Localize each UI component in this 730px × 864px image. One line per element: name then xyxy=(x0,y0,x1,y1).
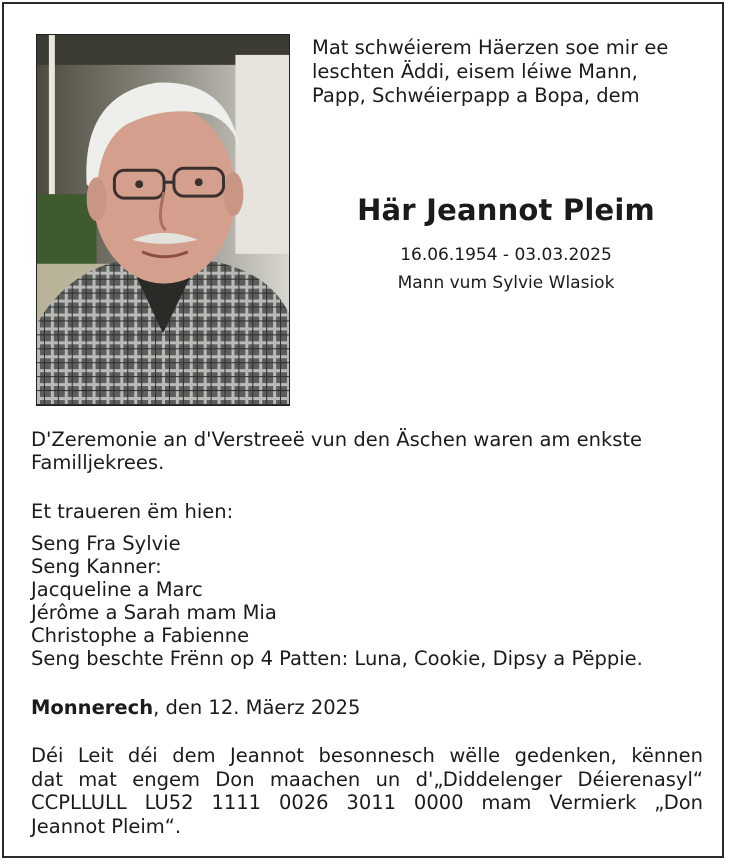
portrait-illustration xyxy=(37,35,289,405)
ceremony-line: D'Zeremonie an d'Verstreeë vun den Äschen waren am enkste xyxy=(31,428,643,451)
intro-text xyxy=(312,36,700,108)
intro-line: Mat schwéierem Häerzen soe mir ee xyxy=(312,36,669,59)
family-member: Seng Kanner: xyxy=(31,555,162,578)
mourners-heading: Et traueren ëm hien: xyxy=(31,500,234,523)
place-town: Monnerech xyxy=(31,696,154,719)
donation-line: CCPLLULL LU52 1111 0026 3011 0000 mam Vermierk „Don xyxy=(31,791,703,814)
family-member: Jérôme a Sarah mam Mia xyxy=(31,601,277,624)
ceremony-line: Familljekrees. xyxy=(31,451,165,474)
family-member: Seng beschte Frënn op 4 Patten: Luna, Cookie, Dipsy a Pëppie. xyxy=(31,647,643,670)
family-list xyxy=(31,532,703,670)
life-dates: 16.06.1954 - 03.03.2025 xyxy=(400,245,612,265)
spouse-line: Mann vum Sylvie Wlasiok xyxy=(397,273,615,293)
place-date: , den 12. Mäerz 2025 xyxy=(153,696,361,719)
intro-line: Papp, Schwéierpapp a Bopa, dem xyxy=(312,84,640,107)
intro-line: leschten Äddi, eisem léiwe Mann, xyxy=(312,60,638,83)
donation-line: Jeannot Pleim“. xyxy=(31,814,182,838)
donation-notice xyxy=(31,744,703,838)
ceremony-notice xyxy=(31,428,703,474)
portrait-photo xyxy=(36,34,290,406)
donation-line: Déi Leit déi dem Jeannot besonnesch wëlle gedenken, kënnen xyxy=(31,744,703,767)
donation-line: dat mat engem Don maachen un d'„Diddelenger Déierenasyl“ xyxy=(31,767,703,791)
family-member: Jacqueline a Marc xyxy=(31,578,203,601)
place-and-date xyxy=(31,696,703,719)
family-member: Christophe a Fabienne xyxy=(31,624,250,647)
family-member: Seng Fra Sylvie xyxy=(31,532,181,555)
deceased-name: Här Jeannot Pleim xyxy=(357,193,655,227)
